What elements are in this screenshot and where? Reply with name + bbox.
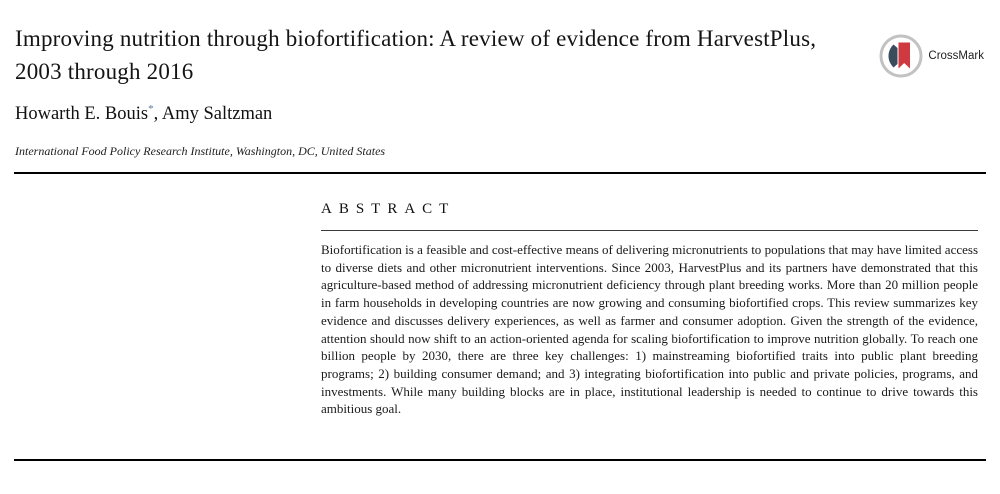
author-name-1: Howarth E. Bouis xyxy=(15,104,149,125)
paper-title: Improving nutrition through biofortification: A review of evidence from HarvestPlus, 2003 through 2016 xyxy=(15,26,817,84)
abstract-body: Biofortification is a feasible and cost-effective means of delivering micronutrients to populations that may have limited access to diverse diets and other micronutrient interventions. Since 2003, HarvestPlus and its partners have demonstrated that this agriculture-based method of addressing micronutrient deficiency through plant breeding works. More than 20 million people in farm households in developing countries are now growing and consuming biofortified crops. This review summarizes key evidence and discusses delivery experiences, as well as farmer and consumer adoption. Given the strength of the evidence, attention should now shift to an action-oriented agenda for scaling biofortification to improve nutrition globally. To reach one billion people by 2030, there are three key challenges: 1) mainstreaming biofortified traits into public plant breeding programs; 2) building consumer demand; and 3) integrating biofortification into public and private policies, programs, and investments. While many building blocks are in place, institutional leadership is needed to continue to drive towards this ambitious goal. xyxy=(321,242,978,417)
crossmark-icon xyxy=(878,33,924,79)
crossmark-badge[interactable] xyxy=(878,33,984,79)
authors-line xyxy=(15,103,272,125)
authors-separator: , xyxy=(153,104,162,125)
affiliation-line: International Food Policy Research Institute, Washington, DC, United States xyxy=(15,144,386,158)
footer-divider xyxy=(14,459,986,461)
abstract-heading: ABSTRACT xyxy=(321,201,456,217)
abstract-divider xyxy=(321,230,978,231)
header-divider xyxy=(14,172,986,174)
corresponding-author-marker: * xyxy=(148,103,154,115)
crossmark-label: CrossMark xyxy=(928,50,984,62)
author-name-2: Amy Saltzman xyxy=(161,104,273,125)
